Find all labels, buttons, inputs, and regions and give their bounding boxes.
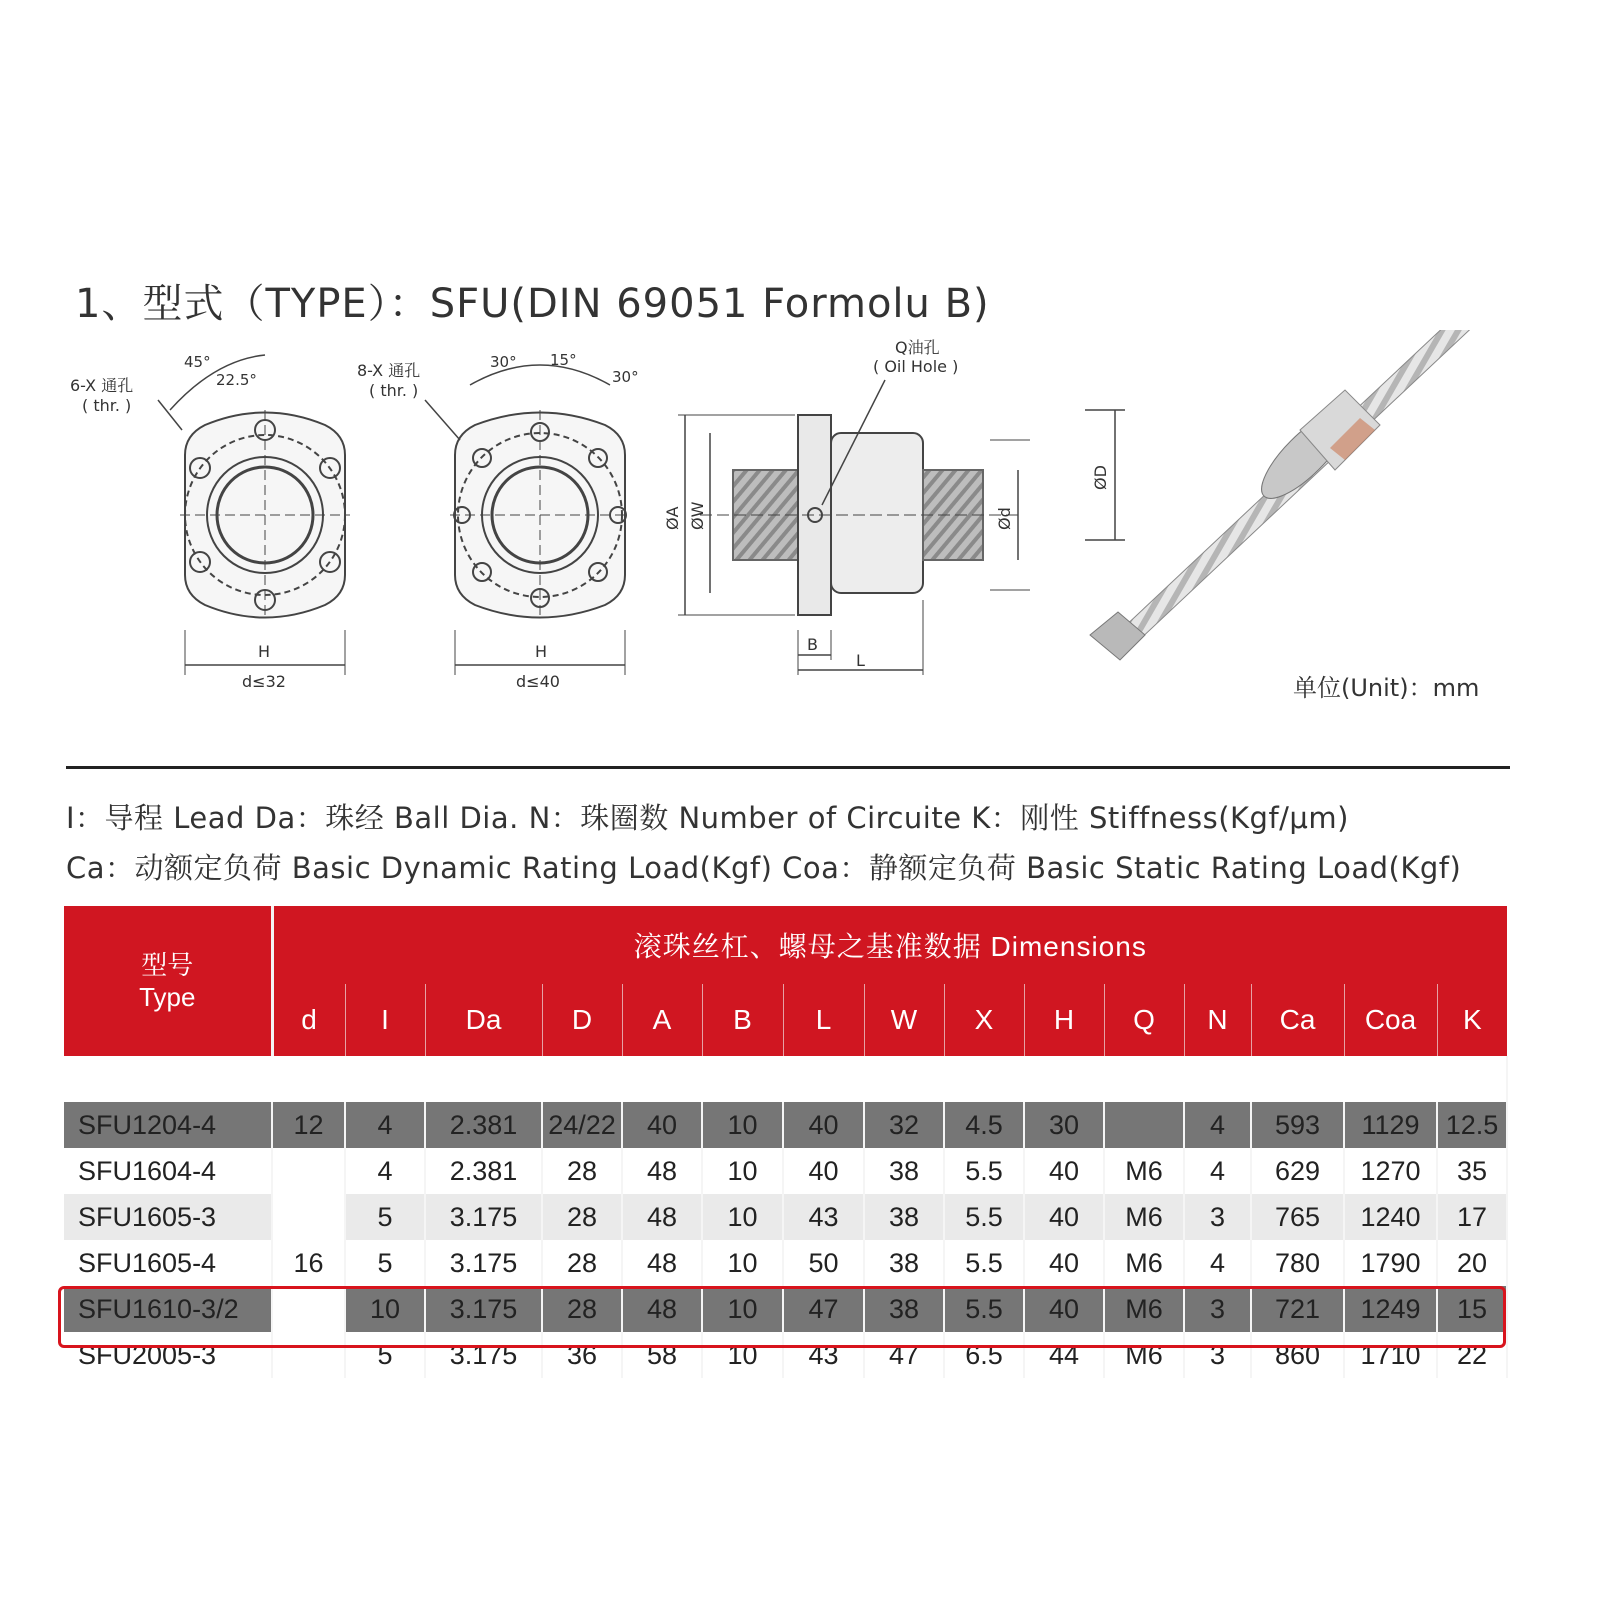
table-row <box>64 1240 1507 1286</box>
cell-a: 40 <box>622 1102 702 1148</box>
flange2-H-label: H <box>535 642 548 661</box>
cell-ca: 721 <box>1251 1286 1344 1332</box>
flange1-H-label: H <box>258 642 271 661</box>
cell-coa: 1240 <box>1344 1194 1437 1240</box>
cell-l: 43 <box>783 1332 864 1378</box>
legend-line-1: I：导程 Lead Da：珠经 Ball Dia. N：珠圈数 Number of Circuite K：刚性 Stiffness(Kgf/μm) <box>66 801 1349 835</box>
cell-d: 36 <box>542 1332 622 1378</box>
column-header-row <box>64 984 1507 1056</box>
cell-d: 28 <box>542 1240 622 1286</box>
cell-i: 5 <box>345 1332 425 1378</box>
table-row <box>64 1102 1507 1148</box>
cell-k: 12.5 <box>1437 1102 1507 1148</box>
cell-h: 40 <box>1024 1148 1104 1194</box>
cell-k: 22 <box>1437 1332 1507 1378</box>
cell-h: 40 <box>1024 1194 1104 1240</box>
cell-l: 43 <box>783 1194 864 1240</box>
cell-ca: 765 <box>1251 1194 1344 1240</box>
cell-x: 6.5 <box>944 1332 1024 1378</box>
dim-D-label: ØD <box>1091 465 1110 490</box>
flange2-holes-label: 8-X 通孔 <box>357 361 421 380</box>
cell-d: 24/22 <box>542 1102 622 1148</box>
column-header-da: Da <box>425 984 542 1056</box>
cell-i: 5 <box>345 1240 425 1286</box>
cell-q <box>1104 1102 1184 1148</box>
cell-i: 10 <box>345 1286 425 1332</box>
flange2-angle-b: 15° <box>550 351 577 369</box>
cell-x: 5.5 <box>944 1240 1024 1286</box>
cell-h: 30 <box>1024 1102 1104 1148</box>
cell-l: 47 <box>783 1286 864 1332</box>
cell-da: 2.381 <box>425 1102 542 1148</box>
dimensions-header: 滚珠丝杠、螺母之基准数据 Dimensions <box>272 906 1507 984</box>
cell-b: 10 <box>702 1194 783 1240</box>
cell-d <box>272 1148 345 1194</box>
cell-k: 17 <box>1437 1194 1507 1240</box>
divider-line <box>66 766 1510 769</box>
cell-da: 3.175 <box>425 1332 542 1378</box>
cell-coa: 1249 <box>1344 1286 1437 1332</box>
dim-L-label: L <box>856 651 865 670</box>
cell-d: 16 <box>272 1240 345 1286</box>
cell-k: 20 <box>1437 1240 1507 1286</box>
cell-b: 10 <box>702 1148 783 1194</box>
cell-d: 28 <box>542 1148 622 1194</box>
cell-da: 3.175 <box>425 1240 542 1286</box>
cell-d: 28 <box>542 1194 622 1240</box>
flange1-thr-label: ( thr. ) <box>82 396 132 415</box>
cell-h: 40 <box>1024 1240 1104 1286</box>
cell-l: 40 <box>783 1102 864 1148</box>
cell-x: 4.5 <box>944 1102 1024 1148</box>
cell-n: 4 <box>1184 1240 1251 1286</box>
cell-n: 4 <box>1184 1148 1251 1194</box>
flange2-thr-label: ( thr. ) <box>369 381 419 400</box>
cell-coa: 1790 <box>1344 1240 1437 1286</box>
column-header-a: A <box>622 984 702 1056</box>
cell-b: 10 <box>702 1102 783 1148</box>
column-header-ca: Ca <box>1251 984 1344 1056</box>
type-cell: SFU1605-3 <box>64 1194 272 1240</box>
column-header-w: W <box>864 984 944 1056</box>
cell-ca: 860 <box>1251 1332 1344 1378</box>
cell-q: M6 <box>1104 1240 1184 1286</box>
cell-l: 40 <box>783 1148 864 1194</box>
cell-q: M6 <box>1104 1332 1184 1378</box>
cell-x: 5.5 <box>944 1286 1024 1332</box>
header-separator <box>64 1056 1507 1102</box>
cell-coa: 1129 <box>1344 1102 1437 1148</box>
cell-n: 4 <box>1184 1102 1251 1148</box>
flange2-angle-a: 30° <box>490 353 517 371</box>
cell-x: 5.5 <box>944 1194 1024 1240</box>
legend-line-2: Ca：动额定负荷 Basic Dynamic Rating Load(Kgf) Coa：静额定负荷 Basic Static Rating Load(Kgf) <box>66 851 1462 885</box>
unit-note: 单位(Unit)：mm <box>1293 674 1480 702</box>
column-header-k: K <box>1437 984 1507 1056</box>
cell-b: 10 <box>702 1286 783 1332</box>
dim-W-label: ØW <box>688 501 707 530</box>
cell-w: 38 <box>864 1148 944 1194</box>
cell-h: 40 <box>1024 1286 1104 1332</box>
cell-i: 4 <box>345 1148 425 1194</box>
column-header-l: L <box>783 984 864 1056</box>
highlight-box-sfu2005-3 <box>58 1286 1506 1348</box>
cell-w: 32 <box>864 1102 944 1148</box>
flange-6-hole-drawing <box>158 355 350 675</box>
cell-x: 5.5 <box>944 1148 1024 1194</box>
flange1-angle-b: 22.5° <box>216 371 257 389</box>
type-cell: SFU1604-4 <box>64 1148 272 1194</box>
type-header <box>64 906 272 1056</box>
cell-a: 58 <box>622 1332 702 1378</box>
cell-a: 48 <box>622 1194 702 1240</box>
type-cell: SFU1605-4 <box>64 1240 272 1286</box>
cell-d: 12 <box>272 1102 345 1148</box>
oil-hole-en-label: ( Oil Hole ) <box>873 357 959 376</box>
flange-8-hole-drawing <box>425 365 630 675</box>
cell-a: 48 <box>622 1148 702 1194</box>
flange2-angle-c: 30° <box>612 368 639 386</box>
cell-q: M6 <box>1104 1148 1184 1194</box>
cell-w: 38 <box>864 1194 944 1240</box>
column-header-b: B <box>702 984 783 1056</box>
cell-n: 3 <box>1184 1286 1251 1332</box>
type-header-cn: 型号 <box>141 950 194 980</box>
cell-b: 10 <box>702 1332 783 1378</box>
dim-B-label: B <box>807 635 818 654</box>
cell-i: 5 <box>345 1194 425 1240</box>
flange2-d-label: d≤40 <box>516 672 560 691</box>
column-header-coa: Coa <box>1344 984 1437 1056</box>
cell-n: 3 <box>1184 1194 1251 1240</box>
cell-coa: 1270 <box>1344 1148 1437 1194</box>
cell-b: 10 <box>702 1240 783 1286</box>
cell-w: 47 <box>864 1332 944 1378</box>
cell-d: 28 <box>542 1286 622 1332</box>
type-cell: SFU1204-4 <box>64 1102 272 1148</box>
cell-ca: 593 <box>1251 1102 1344 1148</box>
cell-ca: 780 <box>1251 1240 1344 1286</box>
table-row <box>64 1194 1507 1240</box>
cell-a: 48 <box>622 1286 702 1332</box>
cell-a: 48 <box>622 1240 702 1286</box>
cell-k: 15 <box>1437 1286 1507 1332</box>
cell-d <box>272 1194 345 1240</box>
type-header-en: Type <box>139 982 196 1012</box>
flange1-d-label: d≤32 <box>242 672 286 691</box>
flange1-holes-label: 6-X 通孔 <box>70 376 134 395</box>
cell-w: 38 <box>864 1286 944 1332</box>
cell-da: 2.381 <box>425 1148 542 1194</box>
ball-screw-photo <box>1090 330 1480 660</box>
table-row <box>64 1148 1507 1194</box>
section-title: 1、型式（TYPE）：SFU(DIN 69051 Formolu B) <box>75 281 990 327</box>
column-header-i: I <box>345 984 425 1056</box>
cell-ca: 629 <box>1251 1148 1344 1194</box>
cell-da: 3.175 <box>425 1286 542 1332</box>
type-cell: SFU2005-3 <box>64 1332 272 1378</box>
nut-side-view-drawing <box>678 380 1030 675</box>
column-header-q: Q <box>1104 984 1184 1056</box>
column-header-x: X <box>944 984 1024 1056</box>
type-cell: SFU1610-3/2 <box>64 1286 272 1332</box>
cell-h: 44 <box>1024 1332 1104 1378</box>
cell-i: 4 <box>345 1102 425 1148</box>
cell-da: 3.175 <box>425 1194 542 1240</box>
cell-k: 35 <box>1437 1148 1507 1194</box>
cell-q: M6 <box>1104 1286 1184 1332</box>
cell-w: 38 <box>864 1240 944 1286</box>
column-header-h: H <box>1024 984 1104 1056</box>
cell-n: 3 <box>1184 1332 1251 1378</box>
cell-l: 50 <box>783 1240 864 1286</box>
cell-q: M6 <box>1104 1194 1184 1240</box>
column-header-d: d <box>272 984 345 1056</box>
column-header-d: D <box>542 984 622 1056</box>
oil-hole-cn-label: Q油孔 <box>895 338 940 357</box>
cell-coa: 1710 <box>1344 1332 1437 1378</box>
technical-drawings <box>0 330 1600 710</box>
flange1-angle-a: 45° <box>184 353 211 371</box>
dim-d-label: Ød <box>995 507 1014 530</box>
dim-A-label: ØA <box>663 506 682 530</box>
column-header-n: N <box>1184 984 1251 1056</box>
